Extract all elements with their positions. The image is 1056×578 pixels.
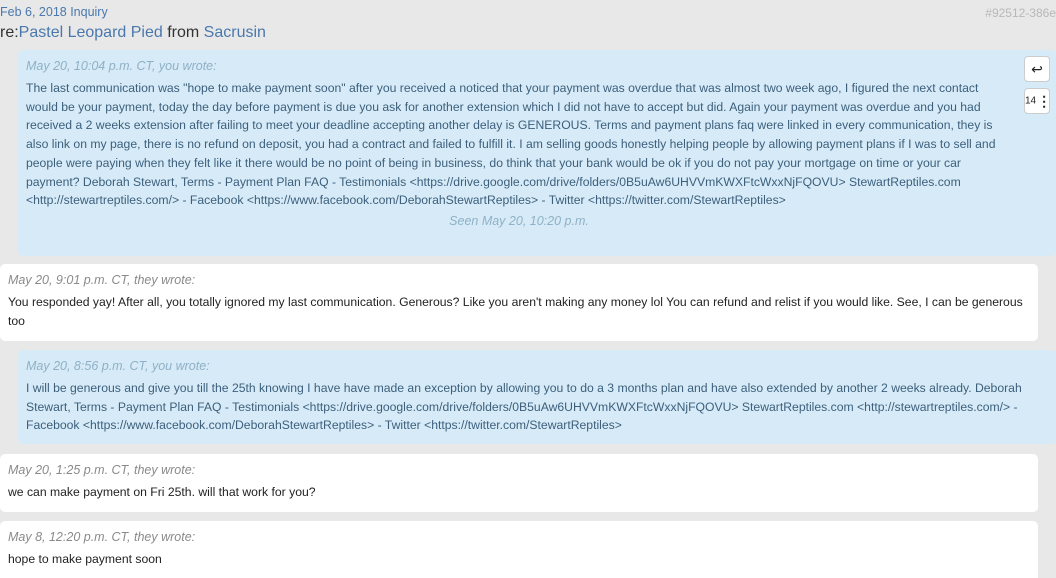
- message-meta: May 8, 12:20 p.m. CT, they wrote:: [8, 530, 196, 544]
- message-meta: May 20, 9:01 p.m. CT, they wrote:: [8, 273, 196, 287]
- subject-from: from: [162, 24, 204, 41]
- ticket-id: #92512-386e: [985, 6, 1056, 20]
- message-received: [0, 521, 1038, 578]
- inquiry-date: Feb 6, 2018 Inquiry: [0, 5, 108, 19]
- reply-icon: ↩: [1031, 61, 1043, 77]
- message-received: [0, 454, 1038, 512]
- message-count-button[interactable]: [1024, 88, 1050, 114]
- message-body: I will be generous and give you till the 25th knowing I have have made an exception by allowing you to do a 3 months plan and have also extended by another 2 weeks already. Deborah Stewart, Terms - Payment Plan FAQ - Testimonials <https://drive.google.com/drive/folders/0B5uAw6UHVVmKWXFtcWxxNjFQOVU> StewartReptiles.com <http://stewartreptiles.com/> - Facebook <https://www.facebook.com/DeborahStewartReptiles> - Twitter <https://twitter.com/StewartReptiles>: [26, 381, 1026, 433]
- message-sent: [18, 50, 1056, 256]
- message-meta: May 20, 1:25 p.m. CT, they wrote:: [8, 463, 196, 477]
- message-body: You responded yay! After all, you totally ignored my last communication. Generous? Like you aren't making any money lol You can refund and relist if you would like. See, I can be generous too: [8, 295, 1027, 328]
- reply-button[interactable]: [1024, 56, 1050, 82]
- message-meta: May 20, 8:56 p.m. CT, you wrote:: [26, 359, 210, 373]
- seller-link[interactable]: Sacrusin: [203, 24, 266, 41]
- message-body: The last communication was "hope to make payment soon" after you received a noticed that your payment was overdue that was almost two week ago, I figured the next contact would be your payment, today the day before payment is due you ask for another extension which I did not have to accept but did. Again your payment was overdue and you had received a 2 weeks extension after failing to meet your deadline accepting another delay is GENEROUS. Terms and payment plans faq were linked in every communication, they is also link on my page, there is no refund on deposit, you had a contract and failed to fulfill it. I am selling goods honestly helping people by allowing payment plans if I was to sell and people were paying when they felt like it there would be no point of being in business, do think that your bank would be ok if you do not pay your mortgage on time or your car payment? Deborah Stewart, Terms - Payment Plan FAQ - Testimonials <https://drive.google.com/drive/folders/0B5uAw6UHVVmKWXFtcWxxNjFQOVU> StewartReptiles.com <http://stewartreptiles.com/> - Facebook <https://www.facebook.com/DeborahStewartReptiles> - Twitter <https://twitter.com/StewartReptiles>: [26, 81, 999, 208]
- message-received: [0, 264, 1038, 341]
- message-meta: May 20, 10:04 p.m. CT, you wrote:: [26, 59, 217, 73]
- message-count: 14: [1025, 95, 1037, 107]
- seen-status: Seen May 20, 10:20 p.m.: [449, 213, 589, 228]
- subject-prefix: re:: [0, 24, 19, 41]
- message-body: we can make payment on Fri 25th. will that work for you?: [8, 485, 316, 499]
- vertical-dots-icon: ⋮: [1037, 93, 1052, 109]
- conversation-subject: [0, 24, 266, 42]
- message-sent: [18, 350, 1056, 444]
- item-link[interactable]: Pastel Leopard Pied: [18, 24, 163, 41]
- message-body: hope to make payment soon: [8, 552, 162, 566]
